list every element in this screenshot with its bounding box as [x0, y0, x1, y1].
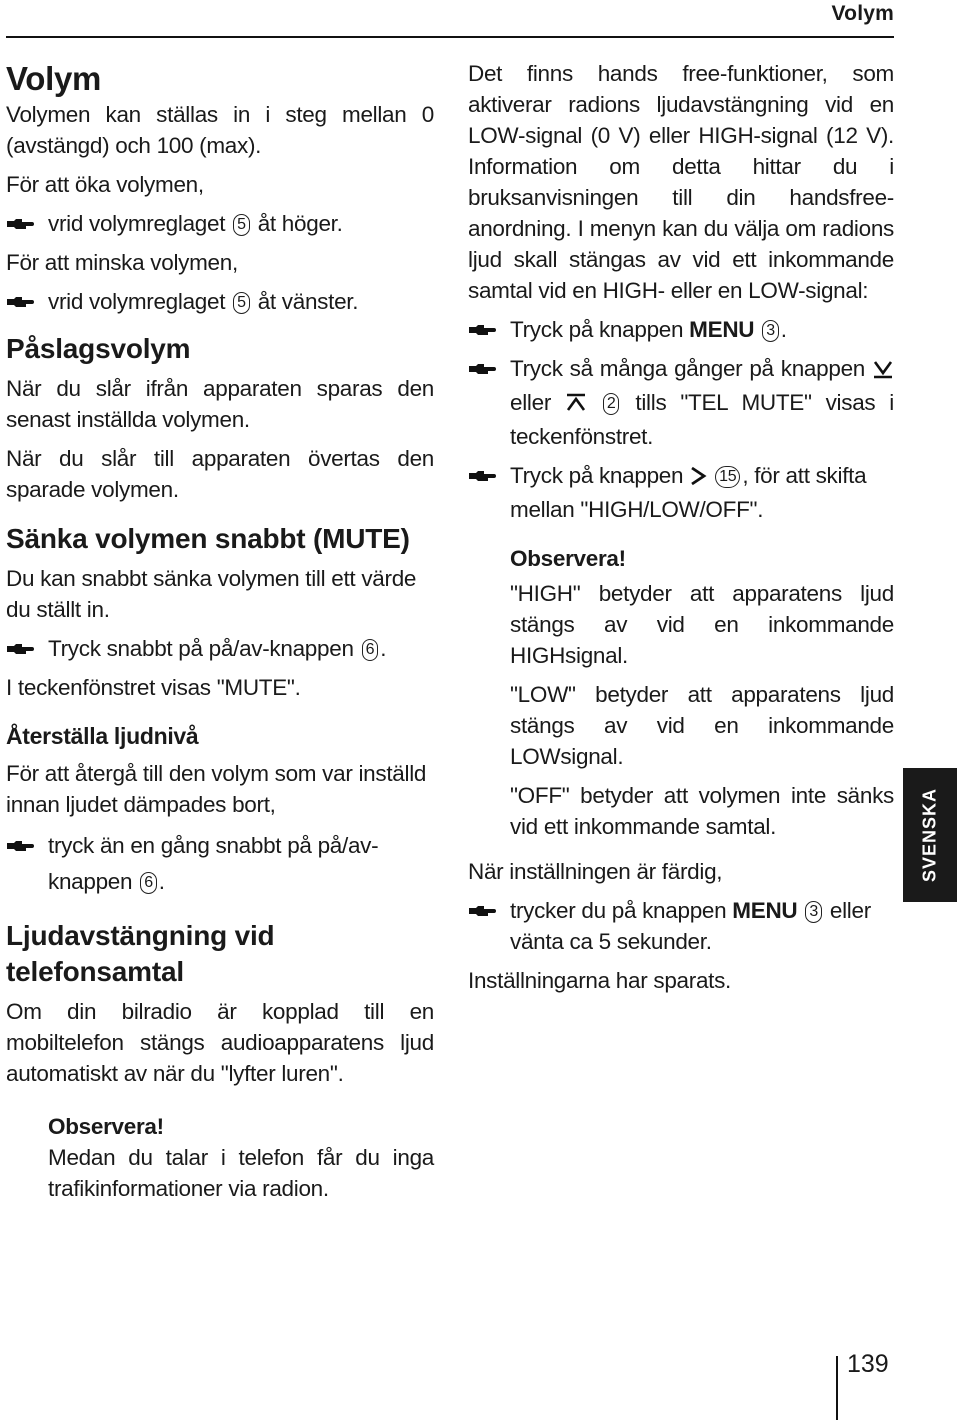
language-tab-label: SVENSKA	[919, 787, 940, 883]
power-on-volume-text: När du slår till apparaten övertas den sparade volymen.	[6, 446, 434, 502]
note-text: Medan du talar i telefon får du inga trafikinformationer via radion.	[48, 1145, 434, 1201]
note-title: Observera!	[48, 1114, 164, 1139]
pointing-hand-icon	[6, 828, 48, 864]
bullet-press-menu-finish: trycker du på knappen MENU 3 eller vänta ca 5 sekunder.	[468, 895, 894, 957]
heading-paslagsvolym: Påslagsvolym	[6, 333, 191, 364]
heading-mute: Sänka volymen snabbt (MUTE)	[6, 523, 410, 554]
pointing-hand-icon	[468, 460, 510, 491]
note-block-left	[48, 1111, 434, 1204]
settings-saved-text: Inställningarna har sparats.	[468, 968, 732, 993]
running-header-title: Volym	[831, 2, 894, 25]
restore-intro-text: För att återgå till den volym som var inställd innan ljudet dämpades bort,	[6, 761, 427, 817]
heading-phone-mute: Ljudavstängning vid telefonsamtal	[6, 920, 275, 987]
note-low: "LOW" betyder att apparatens ljud stängs av vid en inkommande LOWsignal.	[510, 682, 894, 769]
pointing-hand-icon	[468, 353, 510, 384]
control-number-3: 3	[805, 901, 822, 923]
setting-done-text: När inställningen är färdig,	[468, 859, 723, 884]
bullet-press-power-again: tryck än en gång snabbt på på/av-knappen 6 .	[6, 828, 434, 900]
chevron-down-icon	[872, 356, 894, 387]
pointing-hand-icon	[6, 286, 48, 317]
section-title-volym: Volym	[6, 60, 102, 97]
note-high: "HIGH" betyder att apparatens ljud stängs av vid en inkommande HIGHsignal.	[510, 581, 894, 668]
chevron-up-icon	[565, 390, 587, 421]
control-number-6: 6	[362, 639, 379, 661]
bullet-press-right: Tryck på knappen 15 , för att skifta mellan "HIGH/LOW/OFF".	[468, 460, 894, 525]
decrease-volume-intro: För att minska volymen,	[6, 250, 238, 275]
note-block-right	[510, 543, 894, 842]
mute-display-text: I teckenfönstret visas "MUTE".	[6, 675, 301, 700]
control-number-2: 2	[603, 393, 620, 415]
note-title: Observera!	[510, 546, 626, 571]
bullet-press-menu: Tryck på knappen MENU 3 .	[468, 314, 894, 345]
control-number-3: 3	[762, 320, 779, 342]
pointing-hand-icon	[468, 314, 510, 345]
bullet-press-power: Tryck snabbt på på/av-knappen 6 .	[6, 633, 434, 664]
left-column	[6, 55, 434, 1204]
bullet-press-arrows: Tryck så många gånger på knappen eller 2 tills "TEL MUTE" visas i teckenfönstret.	[468, 353, 894, 452]
increase-volume-intro: För att öka volymen,	[6, 172, 204, 197]
menu-key-label: MENU	[689, 317, 755, 342]
note-off: "OFF" betyder att volymen inte sänks vid ett inkommande samtal.	[510, 783, 894, 839]
power-off-volume-text: När du slår ifrån apparaten sparas den senast inställda volymen.	[6, 376, 434, 432]
page-number: 139	[847, 1350, 889, 1378]
control-number-5: 5	[233, 214, 250, 236]
page-number-rule	[836, 1356, 838, 1420]
control-number-15: 15	[715, 466, 740, 488]
heading-restore-level: Återställa ljudnivå	[6, 723, 199, 749]
phone-mute-text: Om din bilradio är kopplad till en mobiltelefon stängs audioapparatens ljud automatiskt av när du "lyfter luren".	[6, 999, 434, 1086]
bullet-decrease-volume: vrid volymreglaget 5 åt vänster.	[6, 286, 434, 317]
pointing-hand-icon	[6, 208, 48, 239]
control-number-5: 5	[233, 292, 250, 314]
control-number-6: 6	[140, 872, 157, 894]
mute-intro-text: Du kan snabbt sänka volymen till ett värde du ställt in.	[6, 566, 417, 622]
language-tab	[903, 768, 957, 902]
right-column	[468, 58, 894, 996]
pointing-hand-icon	[468, 895, 510, 926]
pointing-hand-icon	[6, 633, 48, 664]
chevron-right-icon	[689, 463, 707, 494]
menu-key-label: MENU	[732, 898, 798, 923]
header-rule	[6, 36, 894, 38]
handsfree-intro-text: Det finns hands free-funktioner, som aktiverar radions ljudavstängning vid en LOW-signal (0 V) eller HIGH-signal (12 V). Information om detta hittar du i bruksanvisningen till din handsfree-anordning. I menyn kan du välja om radions ljud skall stängas av vid ett inkommande samtal vid en HIGH- eller en LOW-signal:	[468, 61, 894, 303]
bullet-increase-volume: vrid volymreglaget 5 åt höger.	[6, 208, 434, 239]
volume-range-text: Volymen kan ställas in i steg mellan 0 (avstängd) och 100 (max).	[6, 102, 434, 158]
